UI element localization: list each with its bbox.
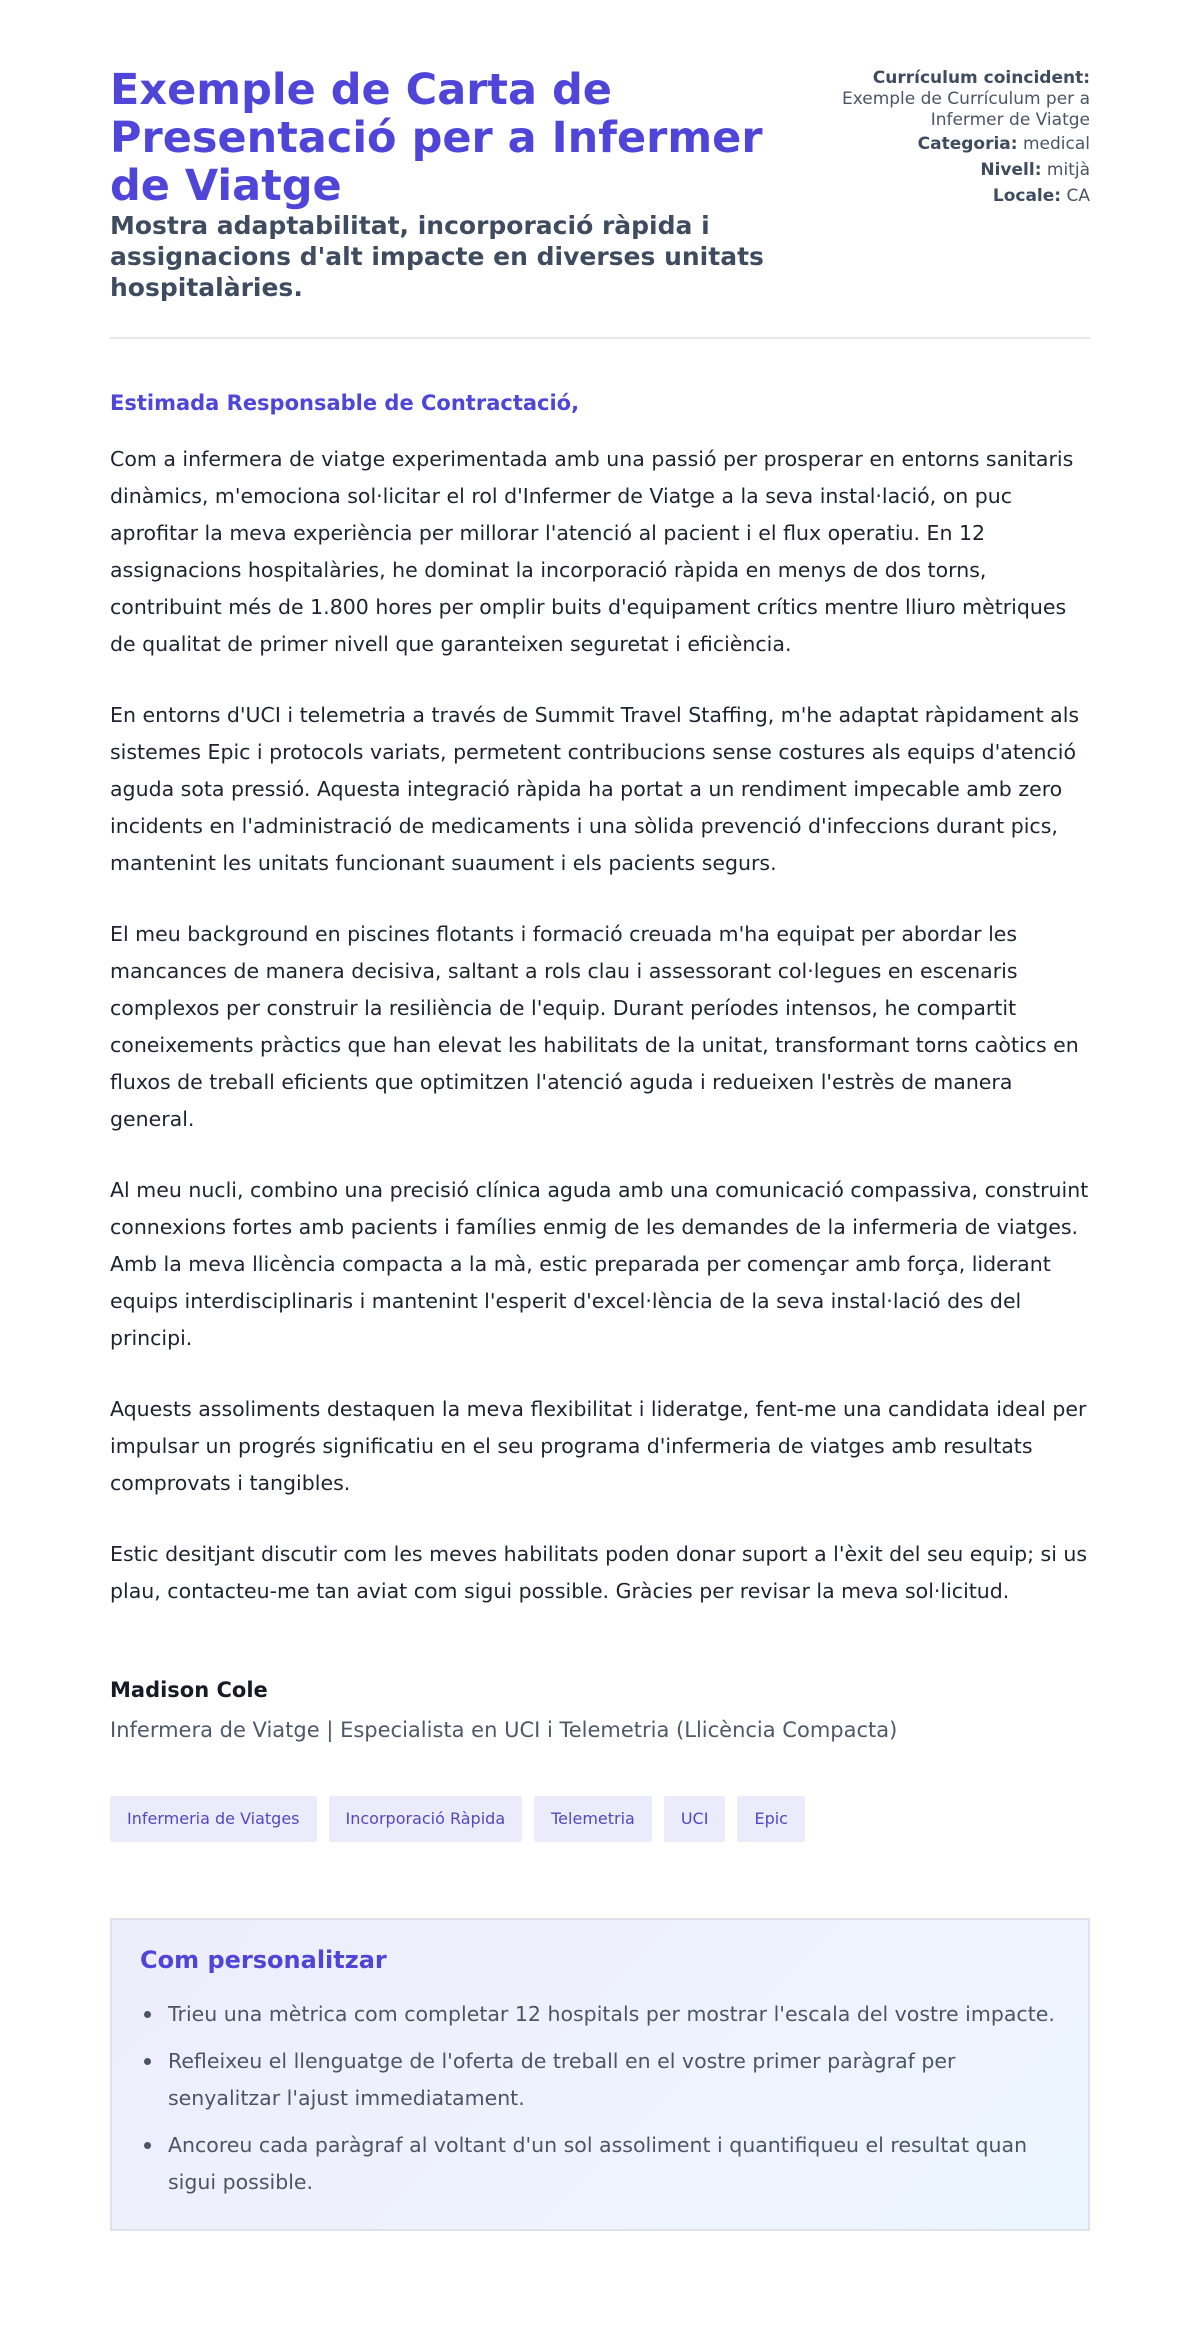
meta-category-value: medical: [1022, 134, 1090, 154]
signature-block: [110, 1678, 1090, 1742]
letter-paragraph: Com a infermera de viatge experimentada amb una passió per prosperar en entorns sanitaris dinàmics, m'emociona sol·licitar el rol d'Infermer de Viatge a la seva instal·lació, on puc aprofitar la meva experiència per millorar l'atenció al pacient i el flux operatiu. En 12 assignacions hospitalàries, he dominat la incorporació ràpida en menys de dos torns, contribuint més de 1.800 hores per omplir buits d'equipament crítics mentre lliuro mètriques de qualitat de primer nivell que garanteixen seguretat i eficiència.: [110, 447, 1074, 656]
meta-matching-resume: [796, 68, 1090, 131]
meta-locale: [796, 186, 1090, 207]
tag-chip: Epic: [737, 1796, 805, 1842]
tip-text: Refleixeu el llenguatge de l'oferta de treball en el vostre primer paràgraf per senyalitzar l'ajust immediatament.: [168, 2049, 956, 2110]
tip-item: [140, 2043, 1060, 2117]
meta-locale-label: Locale:: [992, 186, 1062, 206]
metadata-panel: [796, 68, 1090, 212]
tips-list: [140, 1996, 1060, 2201]
meta-category: [796, 134, 1090, 155]
meta-matching-resume-value: Exemple de Currículum per a Infermer de Viatge: [841, 89, 1090, 130]
tips-title: Com personalitzar: [140, 1946, 387, 1974]
letter-paragraph: Estic desitjant discutir com les meves habilitats poden donar suport a l'èxit del seu equip; si us plau, contacteu-me tan aviat com sigui possible. Gràcies per revisar la meva sol·licitud.: [110, 1542, 1088, 1603]
customization-tips-box: [110, 1918, 1090, 2231]
meta-level-label: Nivell:: [980, 160, 1042, 180]
meta-matching-resume-label: Currículum coincident:: [872, 68, 1090, 88]
tip-item: [140, 1996, 1060, 2033]
meta-level: [796, 160, 1090, 181]
letter-paragraph: Al meu nucli, combino una precisió clínica aguda amb una comunicació compassiva, construint connexions fortes amb pacients i famílies enmig de les demandes de la infermeria de viatges. Amb la meva llicència compacta a la mà, estic preparada per començar amb força, liderant equips interdisciplinaris i mantenint l'esperit d'excel·lència de la seva instal·lació des del principi.: [110, 1178, 1089, 1350]
bullet-icon: [144, 2011, 151, 2018]
meta-locale-value: CA: [1066, 186, 1090, 206]
letter-body: [110, 391, 1090, 1742]
page-subtitle: Mostra adaptabilitat, incorporació ràpida i assignacions d'alt impacte en diverses unitats hospitalàries.: [110, 211, 764, 302]
page-header: [110, 66, 1090, 339]
letter-paragraph: El meu background en piscines flotants i formació creuada m'ha equipat per abordar les mancances de manera decisiva, saltant a rols clau i assessorant col·legues en escenaris complexos per construir la resiliència de l'equip. Durant períodes intensos, he compartit coneixements pràctics que han elevat les habilitats de la unitat, transformant torns caòtics en fluxos de treball eficients que optimitzen l'atenció aguda i redueixen l'estrès de manera general.: [110, 922, 1079, 1131]
tag-list: [110, 1796, 1090, 1842]
tag-chip: Infermeria de Viatges: [110, 1796, 317, 1842]
title-block: [110, 66, 796, 303]
bullet-icon: [144, 2142, 151, 2149]
letter-greeting: Estimada Responsable de Contractació,: [110, 391, 580, 415]
tag-chip: Incorporació Ràpida: [329, 1796, 523, 1842]
tag-chip: UCI: [664, 1796, 726, 1842]
tag-chip: Telemetria: [534, 1796, 652, 1842]
tip-text: Ancoreu cada paràgraf al voltant d'un sol assoliment i quantifiqueu el resultat quan sigui possible.: [168, 2133, 1028, 2194]
meta-level-value: mitjà: [1046, 160, 1090, 180]
meta-category-label: Categoria:: [917, 134, 1018, 154]
signature-name: Madison Cole: [110, 1678, 268, 1702]
signature-title: Infermera de Viatge | Especialista en UCI i Telemetria (Llicència Compacta): [110, 1718, 898, 1742]
letter-paragraph: Aquests assoliments destaquen la meva flexibilitat i lideratge, fent-me una candidata ideal per impulsar un progrés significatiu en el seu programa d'infermeria de viatges amb resultats comprovats i tangibles.: [110, 1397, 1087, 1495]
bullet-icon: [144, 2058, 151, 2065]
page-title: Exemple de Carta de Presentació per a Infermer de Viatge: [110, 65, 763, 211]
tip-text: Trieu una mètrica com completar 12 hospitals per mostrar l'escala del vostre impacte.: [168, 2002, 1055, 2026]
tip-item: [140, 2127, 1060, 2201]
letter-paragraph: En entorns d'UCI i telemetria a través de Summit Travel Staffing, m'he adaptat ràpidament als sistemes Epic i protocols variats, permetent contribucions sense costures als equips d'atenció aguda sota pressió. Aquesta integració ràpida ha portat a un rendiment impecable amb zero incidents en l'administració de medicaments i una sòlida prevenció d'infeccions durant pics, mantenint les unitats funcionant suaument i els pacients segurs.: [110, 703, 1080, 875]
